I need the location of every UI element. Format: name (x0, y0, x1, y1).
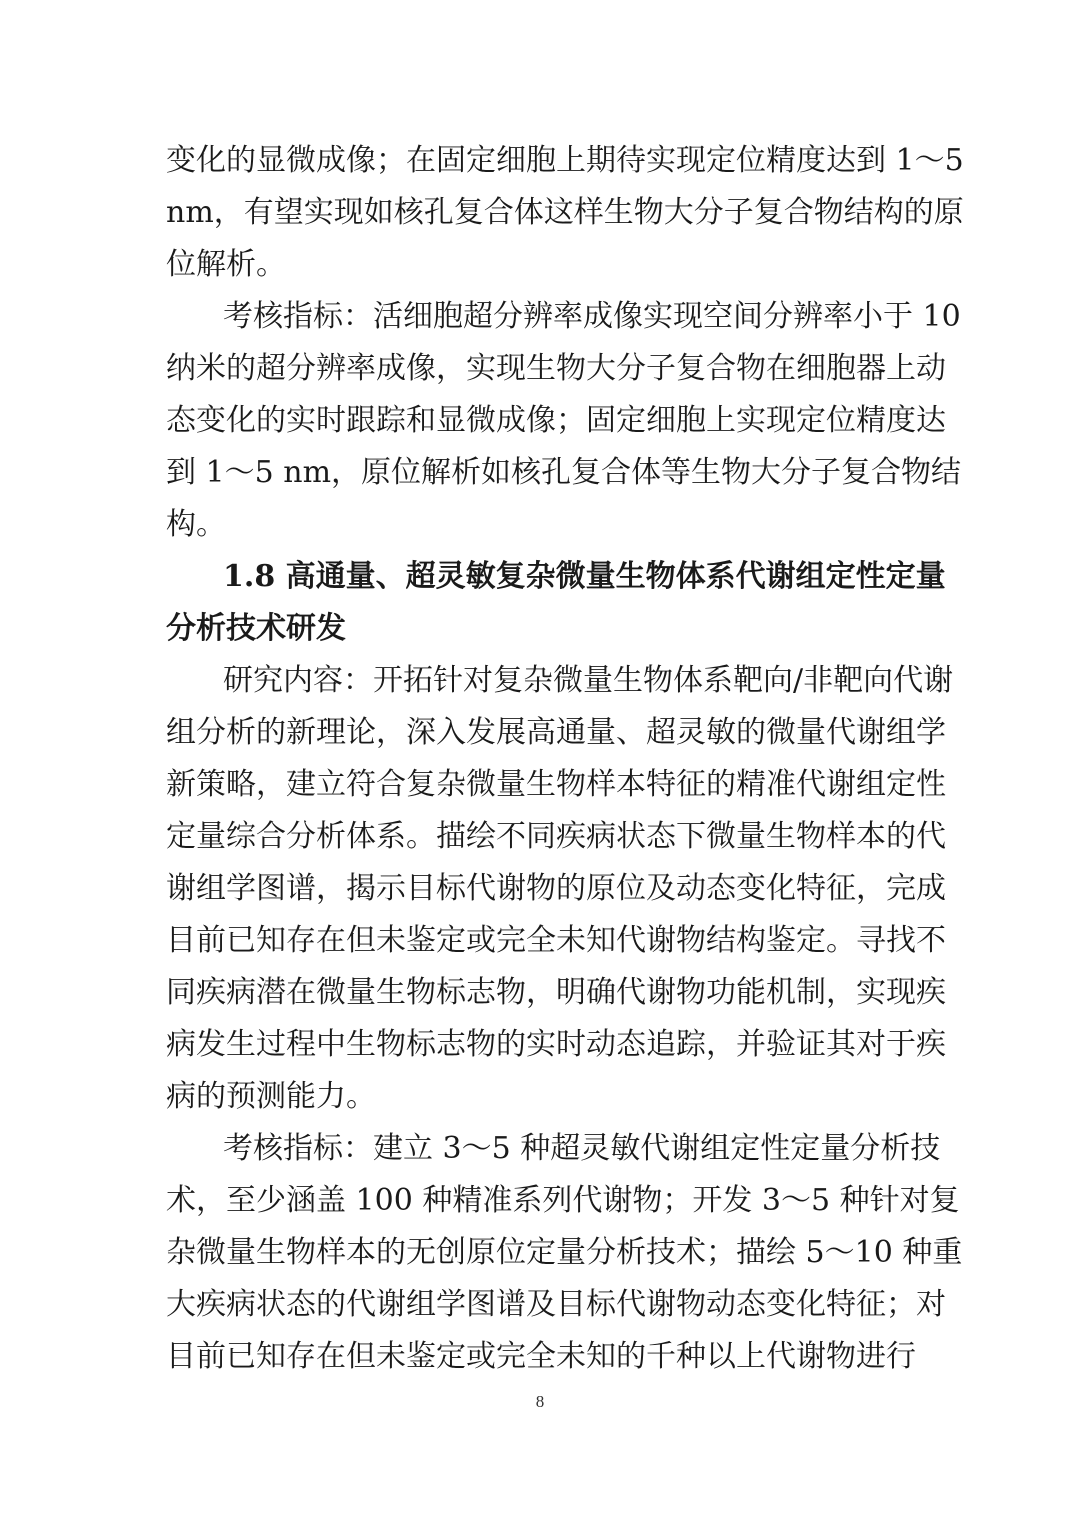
section-heading: 1.8 高通量、超灵敏复杂微量生物体系代谢组定性定量 (223, 559, 946, 594)
text-line: 大疾病状态的代谢组学图谱及目标代谢物动态变化特征；对 (166, 1287, 946, 1322)
paragraph-start-line: 考核指标：建立 3～5 种超灵敏代谢组定性定量分析技 (223, 1131, 941, 1166)
text-line: 同疾病潜在微量生物标志物，明确代谢物功能机制，实现疾 (166, 975, 946, 1010)
section-heading-continued: 分析技术研发 (166, 611, 346, 646)
text-line: 态变化的实时跟踪和显微成像；固定细胞上实现定位精度达 (166, 403, 946, 438)
text-line: 目前已知存在但未鉴定或完全未知代谢物结构鉴定。寻找不 (166, 923, 946, 958)
text-line: 谢组学图谱，揭示目标代谢物的原位及动态变化特征，完成 (166, 871, 946, 906)
text-line: 目前已知存在但未鉴定或完全未知的千种以上代谢物进行 (166, 1339, 916, 1374)
text-line: 新策略，建立符合复杂微量生物样本特征的精准代谢组定性 (166, 767, 946, 802)
text-line: 位解析。 (166, 247, 286, 282)
text-line: 组分析的新理论，深入发展高通量、超灵敏的微量代谢组学 (166, 715, 946, 750)
text-line: 定量综合分析体系。描绘不同疾病状态下微量生物样本的代 (166, 819, 946, 854)
paragraph-start-line: 研究内容：开拓针对复杂微量生物体系靶向/非靶向代谢 (223, 663, 954, 698)
text-line: 到 1～5 nm，原位解析如核孔复合体等生物大分子复合物结 (166, 455, 962, 490)
page-number: 8 (535, 1392, 545, 1411)
text-line: 病发生过程中生物标志物的实时动态追踪，并验证其对于疾 (166, 1027, 946, 1062)
text-line: nm，有望实现如核孔复合体这样生物大分子复合物结构的原 (166, 195, 964, 230)
text-line: 构。 (166, 507, 226, 542)
text-line: 纳米的超分辨率成像，实现生物大分子复合物在细胞器上动 (166, 351, 946, 386)
text-line: 病的预测能力。 (166, 1079, 376, 1114)
document-page (166, 135, 964, 1383)
paragraph-start-line: 考核指标：活细胞超分辨率成像实现空间分辨率小于 10 (223, 299, 961, 334)
text-line: 变化的显微成像；在固定细胞上期待实现定位精度达到 1～5 (166, 143, 964, 178)
text-line: 杂微量生物样本的无创原位定量分析技术；描绘 5～10 种重 (166, 1235, 963, 1270)
text-line: 术，至少涵盖 100 种精准系列代谢物；开发 3～5 种针对复 (166, 1183, 960, 1218)
